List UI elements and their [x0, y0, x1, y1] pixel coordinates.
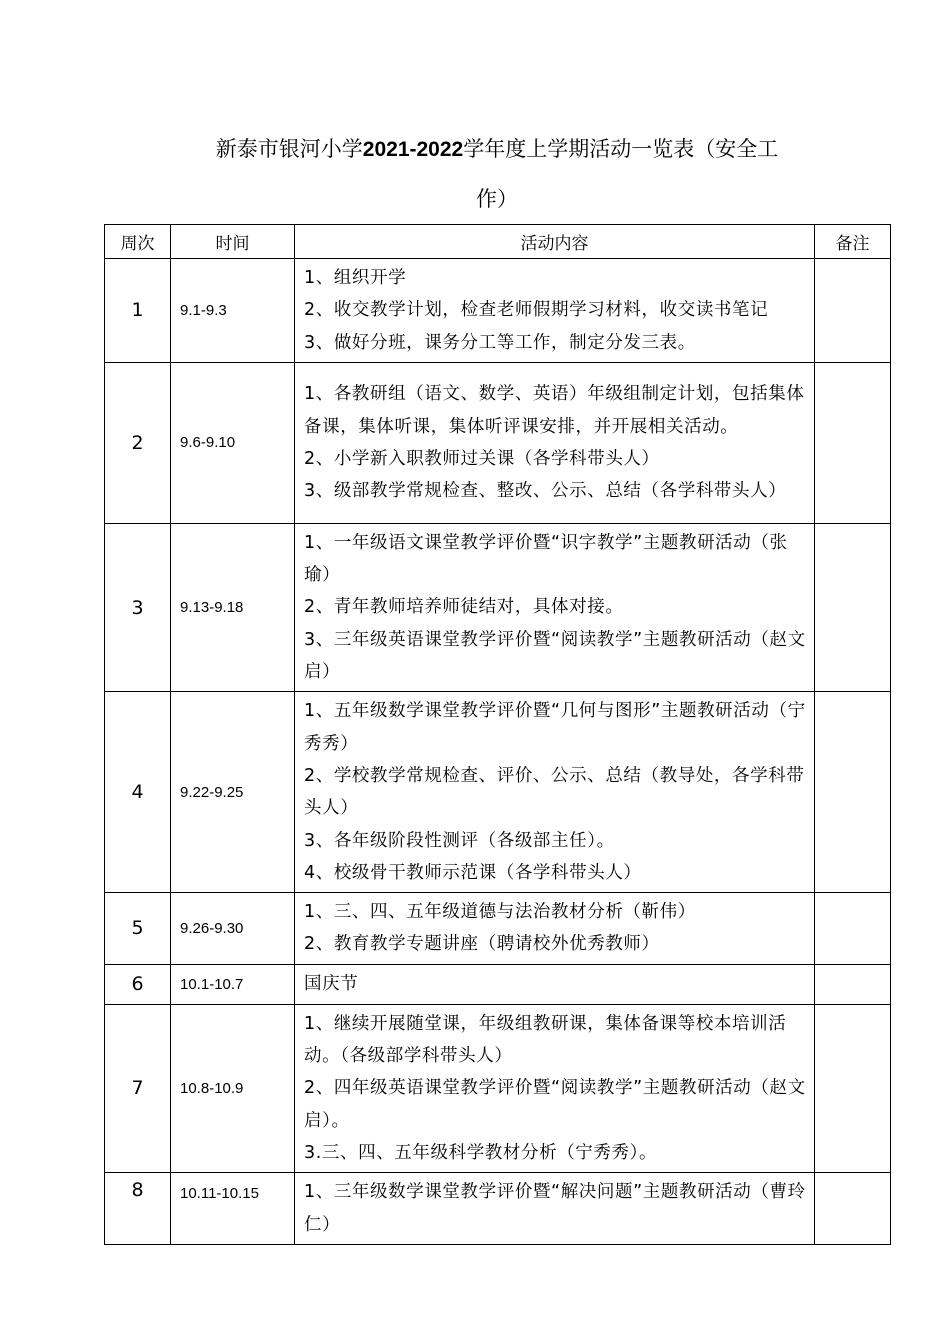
note-cell [815, 692, 891, 893]
activity-line: 2、教育教学专题讲座（聘请校外优秀教师） [304, 934, 660, 955]
time-cell: 9.6-9.10 [171, 362, 295, 523]
activity-line: 3、三年级英语课堂教学评价暨“阅读教学”主题教研活动（赵文启） [304, 629, 806, 683]
activity-cell [295, 964, 815, 1004]
week-cell: 7 [105, 1004, 171, 1172]
activity-line: 3.三、四、五年级科学教材分析（宁秀秀）。 [304, 1142, 658, 1163]
table-row [105, 893, 891, 965]
title-years: 2021-2022 [362, 138, 464, 161]
time-cell: 10.8-10.9 [171, 1004, 295, 1172]
week-cell: 5 [105, 893, 171, 965]
time-cell: 9.1-9.3 [171, 259, 295, 363]
activity-line: 1、三、四、五年级道德与法治教材分析（靳伟） [304, 902, 696, 923]
activity-line: 2、青年教师培养师徒结对，具体对接。 [304, 597, 624, 618]
activity-line: 3、级部教学常规检查、整改、公示、总结（各学科带头人） [304, 481, 787, 502]
week-cell: 1 [105, 259, 171, 363]
title-prefix: 新泰市银河小学 [215, 137, 363, 161]
title-suffix: 学年度上学期活动一览表（安全工 [463, 137, 779, 161]
activity-cell [295, 1004, 815, 1172]
week-cell: 2 [105, 362, 171, 523]
activity-line: 1、一年级语文课堂教学评价暨“识字教学”主题教研活动（张瑜） [304, 532, 788, 586]
note-cell [815, 964, 891, 1004]
activity-cell [295, 692, 815, 893]
table-row [105, 362, 891, 523]
activity-cell [295, 259, 815, 363]
activity-line: 国庆节 [304, 974, 359, 995]
activity-line: 1、各教研组（语文、数学、英语）年级组制定计划，包括集体备课，集体听课，集体听评课安排，并开展相关活动。 [304, 384, 805, 437]
week-cell: 6 [105, 964, 171, 1004]
week-cell: 4 [105, 692, 171, 893]
activity-line: 2、四年级英语课堂教学评价暨“阅读教学”主题教研活动（赵文启）。 [304, 1078, 806, 1131]
time-cell: 10.1-10.7 [171, 964, 295, 1004]
time-cell: 9.26-9.30 [171, 893, 295, 965]
time-cell: 9.22-9.25 [171, 692, 295, 893]
table-row [105, 259, 891, 363]
table-row [105, 692, 891, 893]
table-row [105, 1173, 891, 1245]
table-row [105, 1004, 891, 1172]
note-cell [815, 1173, 891, 1245]
activity-cell [295, 1173, 815, 1245]
activity-line: 3、各年级阶段性测评（各级部主任）。 [304, 830, 615, 851]
activity-line: 2、收交教学计划，检查老师假期学习材料，收交读书笔记 [304, 300, 769, 321]
activity-cell [295, 523, 815, 691]
activity-line: 4、校级骨干教师示范课（各学科带头人） [304, 862, 642, 883]
header-note: 备注 [815, 225, 891, 259]
note-cell [815, 259, 891, 363]
activity-line: 2、学校教学常规检查、评价、公示、总结（教导处，各学科带头人） [304, 765, 805, 819]
week-cell: 3 [105, 523, 171, 691]
activity-line: 2、小学新入职教师过关课（各学科带头人） [304, 448, 660, 469]
note-cell [815, 893, 891, 965]
activity-line: 1、继续开展随堂课，年级组教研课，集体备课等校本培训活动。（各级部学科带头人） [304, 1013, 787, 1067]
activity-line: 1、三年级数学课堂教学评价暨“解决问题”主题教研活动（曹玲仁） [304, 1182, 806, 1235]
header-time: 时间 [171, 225, 295, 259]
header-activity: 活动内容 [295, 225, 815, 259]
week-cell: 8 [105, 1173, 171, 1245]
note-cell [815, 1004, 891, 1172]
activity-line: 3、做好分班，课务分工等工作，制定分发三表。 [304, 332, 696, 353]
activity-cell [295, 893, 815, 965]
table-header-row [105, 225, 891, 259]
header-week: 周次 [105, 225, 171, 259]
table-row [105, 964, 891, 1004]
time-cell: 10.11-10.15 [171, 1173, 295, 1245]
activity-table [104, 224, 891, 1245]
table-row [105, 523, 891, 691]
activity-cell [295, 362, 815, 523]
document-title [104, 134, 890, 165]
activity-line: 1、组织开学 [304, 268, 407, 288]
note-cell [815, 362, 891, 523]
note-cell [815, 523, 891, 691]
document-title-line2: 作） [476, 187, 518, 211]
activity-line: 1、五年级数学课堂教学评价暨“几何与图形”主题教研活动（宁秀秀） [304, 701, 806, 754]
time-cell: 9.13-9.18 [171, 523, 295, 691]
